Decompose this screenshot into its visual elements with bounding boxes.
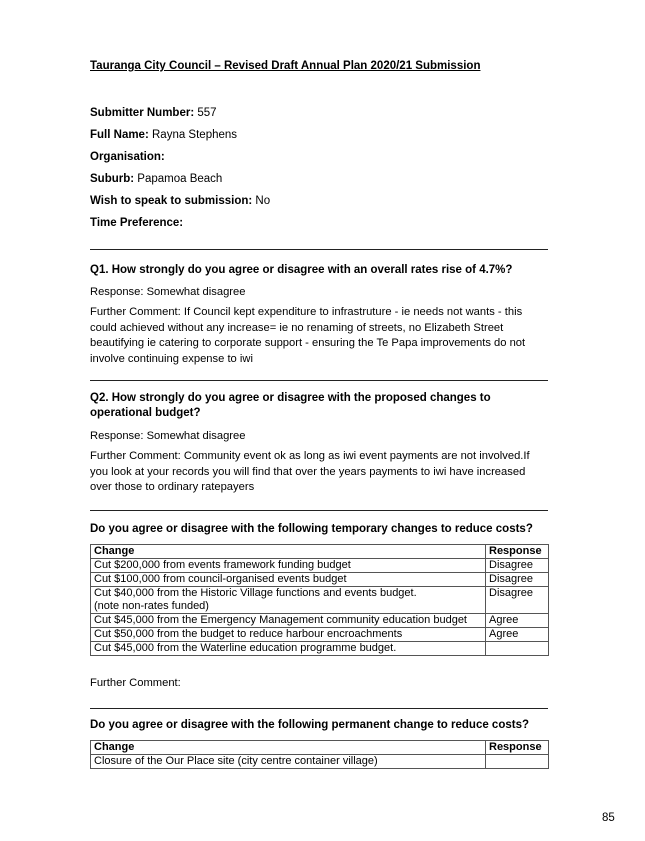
divider: [90, 380, 548, 381]
document-title: Tauranga City Council – Revised Draft Annual Plan 2020/21 Submission: [90, 60, 481, 72]
table-row: [91, 642, 549, 656]
q1-question: Q1. How strongly do you agree or disagree with an overall rates rise of 4.7%?: [90, 264, 513, 276]
change-cell: Cut $100,000 from council-organised events budget: [91, 573, 486, 587]
response-cell: [486, 755, 549, 769]
field-label: Submitter Number:: [90, 107, 195, 119]
response-cell: [486, 642, 549, 656]
field-value: Papamoa Beach: [134, 173, 223, 185]
table-row: [91, 559, 549, 573]
time-preference-field: [90, 217, 183, 229]
permanent-changes-table: [90, 740, 549, 769]
q2-response: Response: Somewhat disagree: [90, 430, 246, 442]
q1-comment: Further Comment: If Council kept expenditure to infrastruture - ie needs not wants - this could achieved without any increase= ie no renaming of streets, no Elizabeth Street beautifying ie catering to corporate support - ensuring the Te Papa improvements do not involve continuing expense to iwi: [90, 306, 526, 365]
temporary-question: Do you agree or disagree with the following temporary changes to reduce costs?: [90, 523, 533, 535]
change-cell: Cut $45,000 from the Waterline education programme budget.: [91, 642, 486, 656]
change-cell: Cut $45,000 from the Emergency Management community education budget: [91, 614, 486, 628]
table-header-row: [91, 741, 549, 755]
table-header-row: [91, 545, 549, 559]
table-row: [91, 755, 549, 769]
page-number: 85: [602, 812, 615, 824]
table-row: [91, 628, 549, 642]
field-value: Rayna Stephens: [148, 129, 238, 141]
field-label: Time Preference:: [90, 217, 184, 229]
q2-comment: Further Comment: Community event ok as long as iwi event payments are not involved.If you look at your records you will find that over the years payments to iwi have increased over those to ordinary ratepayers: [90, 450, 530, 493]
organisation-field: [90, 151, 165, 163]
response-cell: Disagree: [486, 559, 549, 573]
wish-to-speak-field: [90, 195, 270, 207]
field-value: No: [252, 195, 271, 207]
column-header-response: Response: [486, 741, 549, 755]
temporary-further-comment: Further Comment:: [90, 677, 181, 689]
change-line: Cut $40,000 from the Historic Village functions and events budget.: [94, 587, 417, 599]
change-note: (note non-rates funded): [94, 600, 209, 612]
q2-question: Q2. How strongly do you agree or disagree with the proposed changes to operational budget?: [90, 392, 491, 419]
field-label: Wish to speak to submission:: [90, 195, 253, 207]
q1-response: Response: Somewhat disagree: [90, 286, 246, 298]
table-row: [91, 587, 549, 614]
response-cell: Agree: [486, 614, 549, 628]
submitter-number-field: [90, 107, 217, 119]
full-name-field: [90, 129, 237, 141]
table-row: [91, 614, 549, 628]
field-label: Suburb:: [90, 173, 135, 185]
change-cell: Closure of the Our Place site (city centre container village): [91, 755, 486, 769]
field-label: Full Name:: [90, 129, 149, 141]
field-value: 557: [194, 107, 217, 119]
table-row: [91, 573, 549, 587]
change-cell: Cut $50,000 from the budget to reduce harbour encroachments: [91, 628, 486, 642]
response-cell: Disagree: [486, 573, 549, 587]
divider: [90, 249, 548, 250]
column-header-change: Change: [91, 741, 486, 755]
change-cell: [91, 587, 486, 614]
divider: [90, 708, 548, 709]
divider: [90, 510, 548, 511]
temporary-changes-table: [90, 544, 549, 656]
column-header-response: Response: [486, 545, 549, 559]
response-cell: Agree: [486, 628, 549, 642]
field-label: Organisation:: [90, 151, 165, 163]
change-cell: Cut $200,000 from events framework funding budget: [91, 559, 486, 573]
column-header-change: Change: [91, 545, 486, 559]
permanent-question: Do you agree or disagree with the following permanent change to reduce costs?: [90, 719, 529, 731]
suburb-field: [90, 173, 222, 185]
response-cell: Disagree: [486, 587, 549, 614]
